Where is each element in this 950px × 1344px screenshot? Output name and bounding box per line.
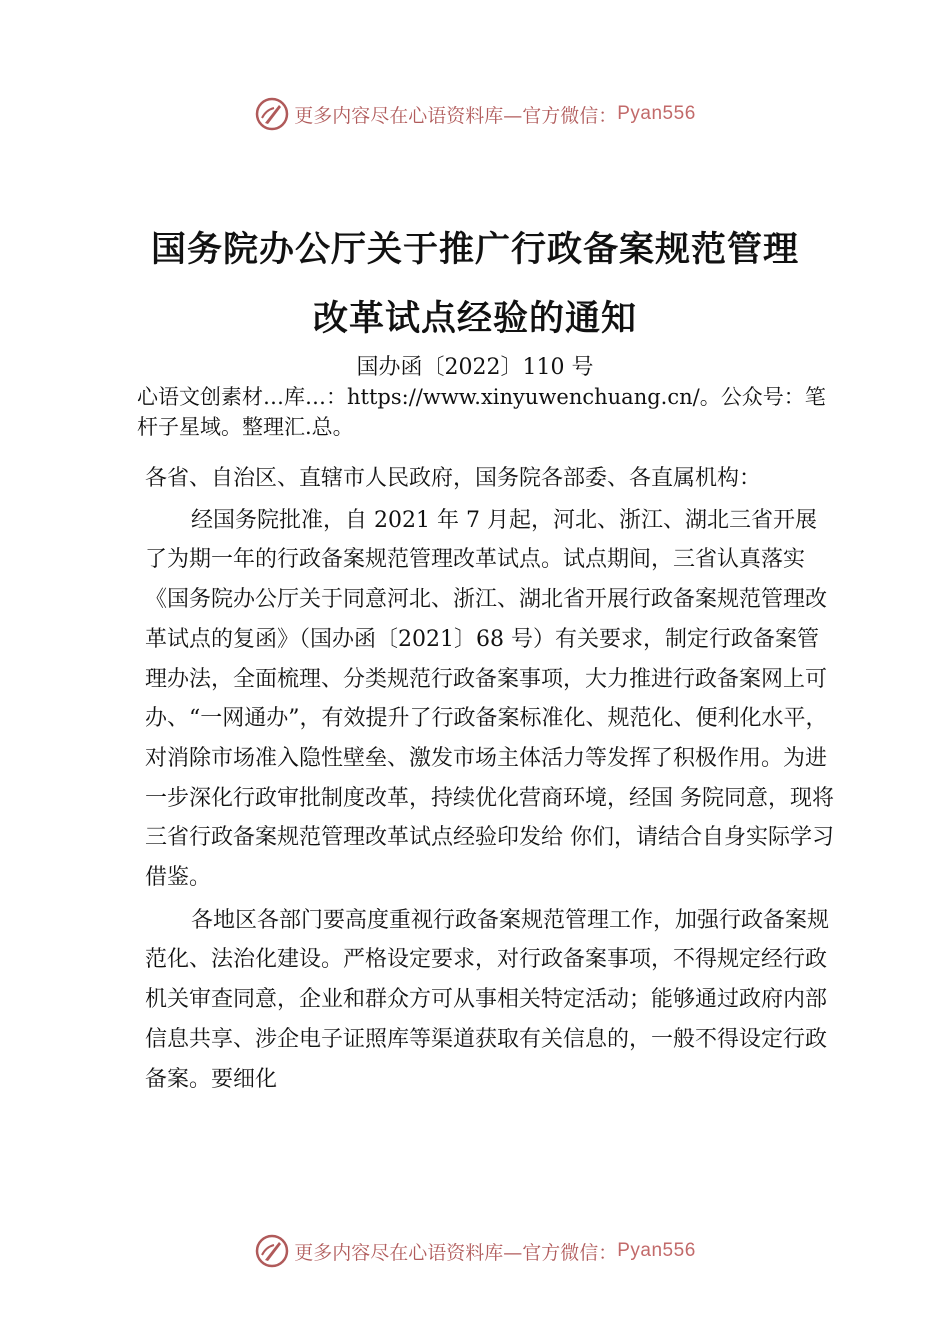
watermark-wechat: Pyan556 [617,103,696,124]
document-body [145,459,835,1099]
addressee: 各省、自治区、直辖市人民政府，国务院各部委、各直属机构： [145,466,762,491]
source-note: 心语文创素材…库…：https://www.xinyuwenchuang.cn/。公众号：笔杆子星域。整理汇.总。 [137,385,826,439]
watermark-banner-bottom [0,1233,950,1269]
document-number: 国办函〔2022〕110 号 [356,355,594,380]
watermark-wechat: Pyan556 [617,1240,696,1261]
document-title-line1: 国务院办公厅关于推广行政备案规范管理 [150,230,799,270]
quill-seal-icon [254,1233,290,1269]
watermark-text: 更多内容尽在心语资料库—官方微信： [294,1241,618,1264]
paragraph-1: 经国务院批准，自 2021 年 7 月起，河北、浙江、湖北三省开展了为期一年的行政备案规范管理改革试点。试点期间，三省认真落实《国务院办公厅关于同意河北、浙江、湖北省开展行政备案规范管理改革试点的复函》（国办函〔2021〕68 号）有关要求，制定行政备案管理办法，全面梳理、分类规范行政备案事项，大力推进行政备案网上可办、“一网通办”，有效提升了行政备案标准化、规范化、便利化水平，对消除市场准入隐性壁垒、激发市场主体活力等发挥了积极作用。为进一步深化行政审批制度改革，持续优化营商环境，经国 务院同意，现将三省行政备案规范管理改革试点经验印发给 你们，请结合自身实际学习借鉴。 [145,507,834,891]
paragraph-2: 各地区各部门要高度重视行政备案规范管理工作，加强行政备案规范化、法治化建设。严格设定要求，对行政备案事项，不得规定经行政机关审查同意，企业和群众方可从事相关特定活动；能够通过政府内部信息共享、涉企电子证照库等渠道获取有关信息的，一般不得设定行政备案。要细化 [145,907,830,1092]
watermark-text: 更多内容尽在心语资料库—官方微信： [294,104,618,127]
watermark-banner-top [0,96,950,132]
document-title-line2: 改革试点经验的通知 [312,299,637,339]
quill-seal-icon [254,96,290,132]
